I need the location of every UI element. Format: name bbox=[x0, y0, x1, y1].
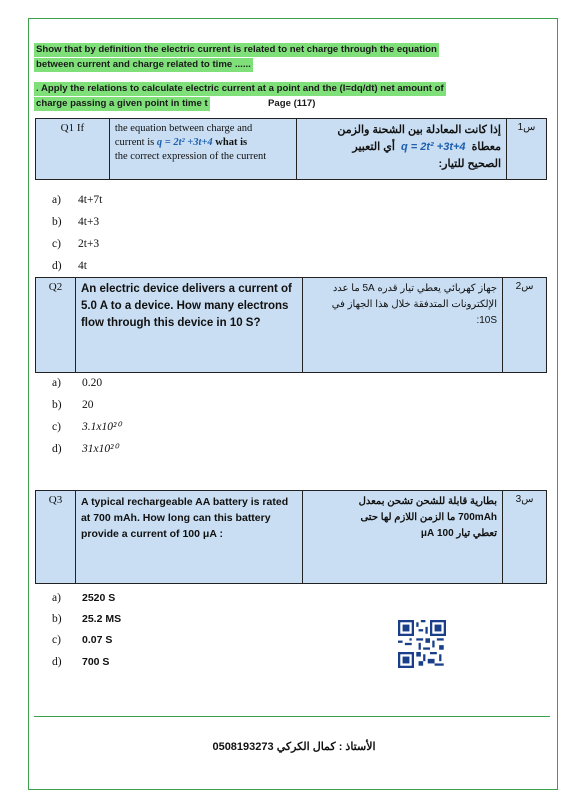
q1-ar-line-2b: أي التعبير bbox=[352, 141, 395, 153]
q1-en-line-2 bbox=[115, 136, 292, 150]
q1-equation-ar: q = 2t² +3t+4 bbox=[401, 141, 466, 153]
question-3-label: Q3 bbox=[36, 491, 76, 584]
q2-ar-line-3: 10S: bbox=[476, 315, 498, 326]
q3-option-a[interactable] bbox=[52, 590, 115, 606]
option-letter: b) bbox=[52, 216, 62, 228]
question-2-label: Q2 bbox=[36, 278, 76, 373]
option-letter: a) bbox=[52, 377, 61, 389]
page-reference: Page (117) bbox=[268, 98, 316, 109]
option-value: 31x10²⁰ bbox=[82, 443, 119, 455]
option-letter: b) bbox=[52, 399, 62, 411]
question-1-label: Q1 If bbox=[36, 119, 110, 180]
q2-ar-line-2: الإلكترونات المتدفقة خلال هذا الجهاز في bbox=[331, 299, 498, 310]
option-value: 20 bbox=[82, 399, 94, 411]
q2-option-a[interactable] bbox=[52, 375, 102, 391]
option-letter: a) bbox=[52, 592, 61, 604]
option-letter: b) bbox=[52, 613, 62, 625]
q1-equation-en: q = 2t² +3t+4 bbox=[156, 137, 213, 148]
footer-divider bbox=[34, 716, 550, 717]
option-value: 3.1x10²⁰ bbox=[82, 421, 122, 433]
option-letter: d) bbox=[52, 443, 62, 455]
option-value: 2t+3 bbox=[78, 238, 100, 250]
q1-ar-line-1: إذا كانت المعادلة بين الشحنة والزمن bbox=[337, 124, 501, 136]
option-value: 0.20 bbox=[82, 377, 103, 389]
q1-ar-line-3: الصحيح للتيار: bbox=[438, 158, 501, 170]
q1-ar-line-2 bbox=[302, 139, 501, 156]
option-letter: d) bbox=[52, 656, 62, 668]
option-value: 0.07 S bbox=[82, 634, 113, 646]
footer-teacher-info: الأستاذ : كمال الكركي 0508193273 bbox=[212, 741, 376, 753]
q3-option-d[interactable] bbox=[52, 654, 109, 670]
option-letter: d) bbox=[52, 260, 62, 272]
qr-code-icon bbox=[398, 620, 446, 668]
option-value: 700 S bbox=[82, 656, 110, 668]
option-letter: a) bbox=[52, 194, 61, 206]
q3-ar-line-2: 700mAh ما الزمن اللازم لها حتى bbox=[360, 512, 498, 523]
question-2-number: س2 bbox=[503, 278, 547, 373]
q1-en-line-3: the correct expression of the current bbox=[114, 151, 267, 162]
q2-option-d[interactable] bbox=[52, 441, 118, 457]
q2-ar-line-1: جهاز كهربائي يعطي تيار قدره 5A ما عدد bbox=[332, 283, 498, 294]
question-1-table bbox=[35, 118, 547, 180]
question-1-arabic bbox=[297, 119, 507, 180]
q1-ar-line-2a: معطاة bbox=[471, 141, 501, 153]
option-value: 4t+7t bbox=[78, 194, 103, 206]
question-2-english: An electric device delivers a current of 5.0 A to a device. How many electrons flow through this device in 10 S? bbox=[75, 278, 303, 373]
header-line-1: Show that by definition the electric current is related to net charge through the equation bbox=[36, 44, 437, 55]
option-letter: c) bbox=[52, 238, 61, 250]
question-1-number: س1 bbox=[507, 119, 547, 180]
option-value: 2520 S bbox=[82, 592, 116, 604]
question-2-table bbox=[35, 277, 547, 373]
question-1-english bbox=[109, 119, 297, 180]
question-3-arabic bbox=[303, 491, 503, 584]
q1-en-line-1: the equation between charge and bbox=[114, 123, 253, 134]
q1-option-a[interactable] bbox=[52, 192, 102, 208]
header-line-3: . Apply the relations to calculate electric current at a point and the (I=dq/dt) net amount of bbox=[36, 83, 444, 94]
option-letter: c) bbox=[52, 421, 61, 433]
q3-option-c[interactable] bbox=[52, 632, 112, 648]
q1-option-d[interactable] bbox=[52, 258, 87, 274]
option-value: 4t bbox=[78, 260, 87, 272]
q1-en-line-2a: current is bbox=[114, 137, 157, 148]
q1-option-b[interactable] bbox=[52, 214, 99, 230]
question-3-number: س3 bbox=[503, 491, 547, 584]
q2-option-c[interactable] bbox=[52, 419, 121, 435]
q3-ar-line-3: تعطي تيار 100 μA bbox=[420, 528, 498, 539]
q1-en-line-2b: what is bbox=[212, 137, 248, 148]
question-3-table bbox=[35, 490, 547, 584]
option-letter: c) bbox=[52, 634, 61, 646]
q3-ar-line-1: بطارية قابلة للشحن تشحن بمعدل bbox=[358, 496, 498, 507]
q1-option-c[interactable] bbox=[52, 236, 99, 252]
question-3-english: A typical rechargeable AA battery is rated at 700 mAh. How long can this battery provide a current of 100 μA : bbox=[75, 491, 303, 584]
header-line-2: between current and charge related to time ...... bbox=[36, 59, 251, 70]
option-value: 25.2 MS bbox=[82, 613, 122, 625]
option-value: 4t+3 bbox=[78, 216, 100, 228]
question-2-arabic bbox=[303, 278, 503, 373]
q2-option-b[interactable] bbox=[52, 397, 94, 413]
header-line-4: charge passing a given point in time t bbox=[36, 98, 208, 109]
q3-option-b[interactable] bbox=[52, 611, 121, 627]
